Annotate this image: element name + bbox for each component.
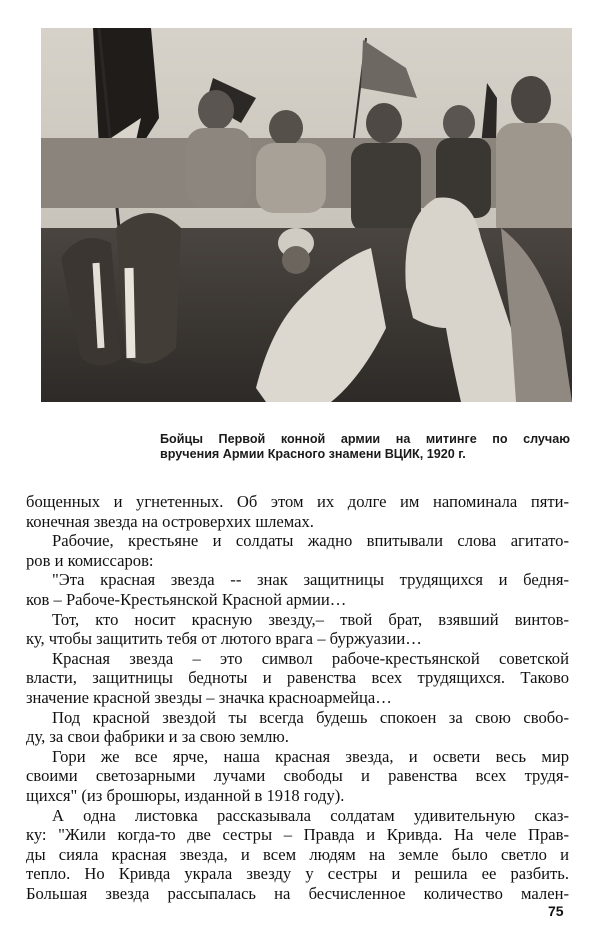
text-line: конечная звезда на островерхих шлемах. <box>26 511 314 531</box>
text-line: А одна листовка рассказывала солдатам удивительную сказ- <box>52 805 569 825</box>
text-line: тепло. Но Кривда украла звезду у сестры и решила ее разбить. <box>26 864 569 884</box>
cavalry-photo-image <box>41 28 572 402</box>
text-line: Тот, кто носит красную звезду,– твой брат, взявший винтов- <box>52 609 569 629</box>
historical-photograph <box>41 28 572 402</box>
text-line: ков – Рабоче-Крестьянской Красной армии… <box>26 589 347 609</box>
text-line: ку: "Жили когда-то две сестры – Правда и Кривда. На челе Прав- <box>26 825 569 845</box>
text-line: ку, чтобы защитить тебя от лютого врага – буржуазии… <box>26 629 422 649</box>
text-line: Гори же все ярче, наша красная звезда, и освети весь мир <box>52 746 569 766</box>
photo-caption <box>160 432 570 462</box>
caption-line: вручения Армии Красного знамени ВЦИК, 1920 г. <box>160 447 466 461</box>
text-line: ров и комиссаров: <box>26 550 154 570</box>
page-number: 75 <box>548 903 564 919</box>
text-line: значение красной звезды – значка красноармейца… <box>26 687 392 707</box>
text-line: "Эта красная звезда -- знак защитницы трудящихся и бедня- <box>52 570 569 590</box>
text-line: Красная звезда – это символ рабоче-крестьянской советской <box>52 648 569 668</box>
text-line: ды сияла красная звезда, и всем людям на земле было светло и <box>26 844 569 864</box>
text-line: щихся" (из брошюры, изданной в 1918 году). <box>26 785 345 805</box>
text-line: бощенных и угнетенных. Об этом их долге им напоминала пяти- <box>26 492 569 511</box>
body-text <box>26 492 569 903</box>
text-line: власти, защитницы бедноты и равенства всех трудящихся. Таково <box>26 668 569 688</box>
caption-line: Бойцы Первой конной армии на митинге по случаю <box>160 432 570 446</box>
text-line: своими светозарными лучами свободы и равенства всех трудя- <box>26 766 569 786</box>
text-line: ду, за свои фабрики и за свою землю. <box>26 727 289 747</box>
text-line: Рабочие, крестьяне и солдаты жадно впитывали слова агитато- <box>52 531 569 551</box>
text-line: Большая звезда рассыпалась на бесчисленное количество мален- <box>26 883 569 903</box>
text-line: Под красной звездой ты всегда будешь спокоен за свою свобо- <box>52 707 569 727</box>
